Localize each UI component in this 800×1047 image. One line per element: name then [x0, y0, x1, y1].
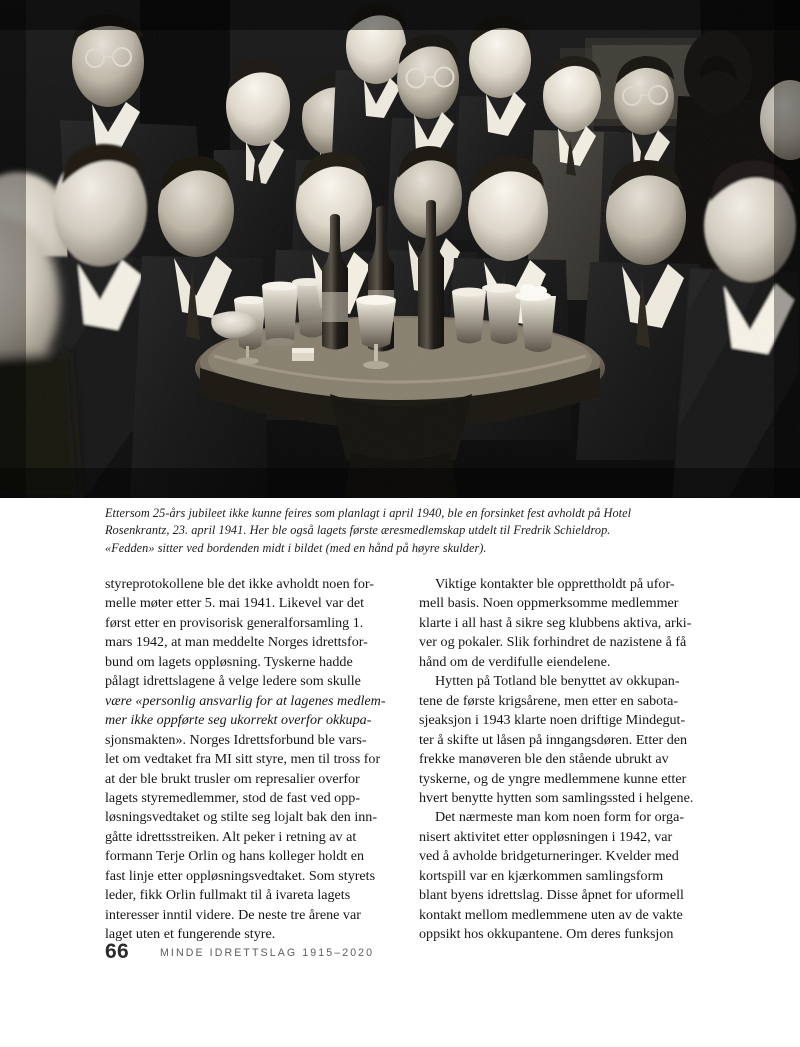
paragraph-contacts: [419, 575, 700, 672]
text-line: Viktige kontakter ble opprettholdt på ufor-: [435, 576, 675, 592]
left-text-column: [105, 575, 386, 945]
text-line: leder, fikk Orlin fullmakt til å ivareta lagets: [105, 887, 351, 904]
caption-line: Rosenkrantz, 23. april 1941. Her ble også lagets første æresmedlemskap utdelt til Fredrik Schieldrop.: [105, 523, 611, 538]
text-line: lagets styremedlemmer, stod de fast ved opp-: [105, 789, 361, 806]
text-line: laget uten et fungerende styre.: [105, 926, 276, 943]
text-line: formann Terje Orlin og hans kolleger holdt en: [105, 848, 365, 865]
quoted-text-line: mer ikke oppførte seg ukorrekt overfor okkupa-: [105, 712, 372, 729]
caption-line: «Fedden» sitter ved bordenden midt i bildet (med en hånd på høyre skulder).: [105, 540, 487, 555]
text-line: frekke manøveren ble den stående ubrukt av: [419, 751, 669, 768]
paragraph-cabin: [419, 672, 700, 808]
text-line: klarte i all hast å sikre seg klubbens aktiva, arki-: [419, 614, 692, 631]
text-line: først etter en provisorisk generalforsamling 1.: [105, 614, 364, 631]
body-columns: [105, 575, 700, 943]
page-footer: [105, 940, 705, 970]
text-line: let om vedtaket fra MI sitt styre, men til tross for: [105, 751, 381, 768]
text-line: mell basis. Noen oppmerksomme medlemmer: [419, 595, 679, 612]
text-line: mars 1942, at man meddelte Norges idrettsfor-: [105, 634, 368, 651]
text-line: blant byens idrettslag. Disse åpnet for uformell: [419, 887, 684, 904]
text-line: at der ble brukt trusler om represalier overfor: [105, 770, 360, 787]
text-line: Det nærmeste man kom noen form for orga-: [435, 809, 685, 826]
text-line: styreprotokollene ble det ikke avholdt noen for-: [105, 576, 374, 592]
text-line: melle møter etter 5. mai 1941. Likevel var det: [105, 595, 365, 612]
text-line: bund om lagets oppløsning. Tyskerne hadde: [105, 653, 353, 670]
text-line: ver og pokaler. Slik forhindret de nazistene å få: [419, 634, 687, 651]
paragraph-bridge: [419, 808, 700, 944]
historic-group-photograph: [0, 0, 800, 498]
text-line: kortspill var en kjærkommen samlingsform: [419, 867, 664, 884]
running-head: MINDE IDRETTSLAG 1915–2020: [160, 947, 375, 959]
text-line: tene de første krigsårene, men etter en sabota-: [419, 692, 679, 709]
paragraph-continued: [105, 575, 386, 945]
page-number: 66: [105, 940, 129, 963]
caption-line: Ettersom 25-års jubileet ikke kunne feires som planlagt i april 1940, ble en forsinket fest avholdt på Hotel: [105, 506, 632, 520]
text-line: ved å avholde bridgeturneringer. Kvelder med: [419, 848, 679, 865]
right-text-column: [419, 575, 700, 945]
text-line: oppsikt hos okkupantene. Om deres funksjon: [419, 926, 674, 943]
text-line: gåtte idrettsstreiken. Alt peker i retning av at: [105, 828, 357, 845]
text-line: tyskerne, og de yngre medlemmene kunne etter: [419, 770, 687, 787]
text-line: interesser inntil videre. De neste tre årene var: [105, 906, 361, 923]
text-line: fast linje etter oppløsningsvedtaket. Som styrets: [105, 867, 376, 884]
quoted-text-line: være «personlig ansvarlig for at lagenes medlem-: [105, 692, 386, 709]
text-line: sjonsmakten». Norges Idrettsforbund ble vars-: [105, 731, 367, 748]
text-line: kontakt mellom medlemmene uten av de vakte: [419, 906, 683, 923]
text-line: nisert aktivitet etter oppløsningen i 1942, var: [419, 828, 673, 845]
text-line: hvert benytte hytten som samlingssted i helgene.: [419, 789, 694, 806]
text-line: sjeaksjon i 1943 klarte noen driftige Mindegut-: [419, 712, 686, 729]
photo-caption: [105, 505, 680, 557]
text-line: løsningsvedtaket og stilte seg lojalt bak den inn-: [105, 809, 378, 826]
photo-artwork: [0, 0, 800, 498]
text-line: pålagt idrettslagene å velge ledere som skulle: [105, 673, 361, 690]
text-line: ter å skifte ut låsen på inngangsdøren. Etter den: [419, 731, 688, 748]
text-line: Hytten på Totland ble benyttet av okkupan-: [435, 673, 680, 690]
text-line: hånd om de verdifulle eiendelene.: [419, 653, 611, 670]
